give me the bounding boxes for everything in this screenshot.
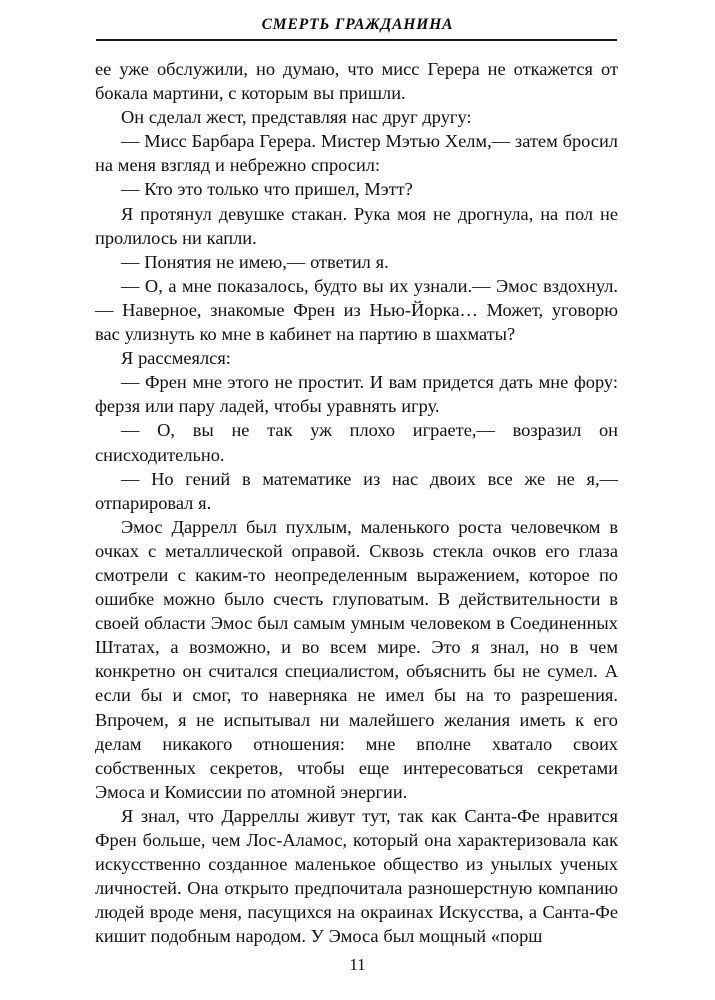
paragraph: — Френ мне этого не простит. И вам придется дать мне фору: ферзя или пару ладей, чтобы уравнять игру. — [95, 372, 618, 417]
paragraph: — Мисс Барбара Герера. Мистер Мэтью Хелм,— затем бросил на меня взгляд и небрежно спросил: — [95, 131, 618, 176]
paragraph: Я рассмеялся: — [121, 348, 231, 369]
paragraph: Я знал, что Дарреллы живут тут, так как Санта-Фе нравится Френ больше, чем Лос-Аламос, который она характеризовала как искусственно созданное маленькое общество из унылых ученых личностей. Она открыто предпочитала разношерстную компанию людей вроде меня, пасущихся на окраинах Искусства, а Санта-Фе кишит подобным народом. У Эмоса был мощный «порш — [95, 805, 618, 947]
paragraph: ее уже обслужили, но думаю, что мисс Герера не откажется от бокала мартини, с которым вы пришли. — [95, 59, 618, 104]
paragraph: Он сделал жест, представляя нас друг другу: — [121, 107, 472, 128]
paragraph: — О, вы не так уж плохо играете,— возразил он снисходительно. — [95, 420, 618, 465]
running-head: СМЕРТЬ ГРАЖДАНИНА — [261, 16, 454, 33]
paragraph: — О, а мне показалось, будто вы их узнали.— Эмос вздохнул.— Наверное, знакомые Френ из Нью-Йорка… Может, уговорю вас улизнуть ко мне в кабинет на партию в шахматы? — [95, 275, 618, 345]
paragraph: Я протянул девушке стакан. Рука моя не дрогнула, на пол не пролилось ни капли. — [95, 203, 618, 248]
header-rule — [96, 39, 617, 41]
body-text-block — [95, 57, 618, 948]
paragraph: — Понятия не имею,— ответил я. — [121, 251, 389, 272]
paragraph: — Но гений в математике из нас двоих все же не я,— отпарировал я. — [95, 468, 618, 513]
page-number: 11 — [349, 955, 366, 974]
paragraph: Эмос Даррелл был пухлым, маленького роста человечком в очках с металлической оправой. Сквозь стекла очков его глаза смотрели с каким-то неопределенным выражением, которое по ошибке можно было счесть глуповатым. В действительности в своей области Эмос был самым умным человеком в Соединенных Штатах, а возможно, и во всем мире. Это я знал, но в чем конкретно он считался специалистом, объяснить бы не сумел. А если бы и смог, то наверняка не имел бы на то разрешения. Впрочем, я не испытывал ни малейшего желания иметь к его делам никакого отношения: мне вполне хватало своих собственных секретов, чтобы еще интересоваться секретами Эмоса и Комиссии по атомной энергии. — [95, 516, 618, 802]
paragraph: — Кто это только что пришел, Мэтт? — [121, 179, 413, 200]
